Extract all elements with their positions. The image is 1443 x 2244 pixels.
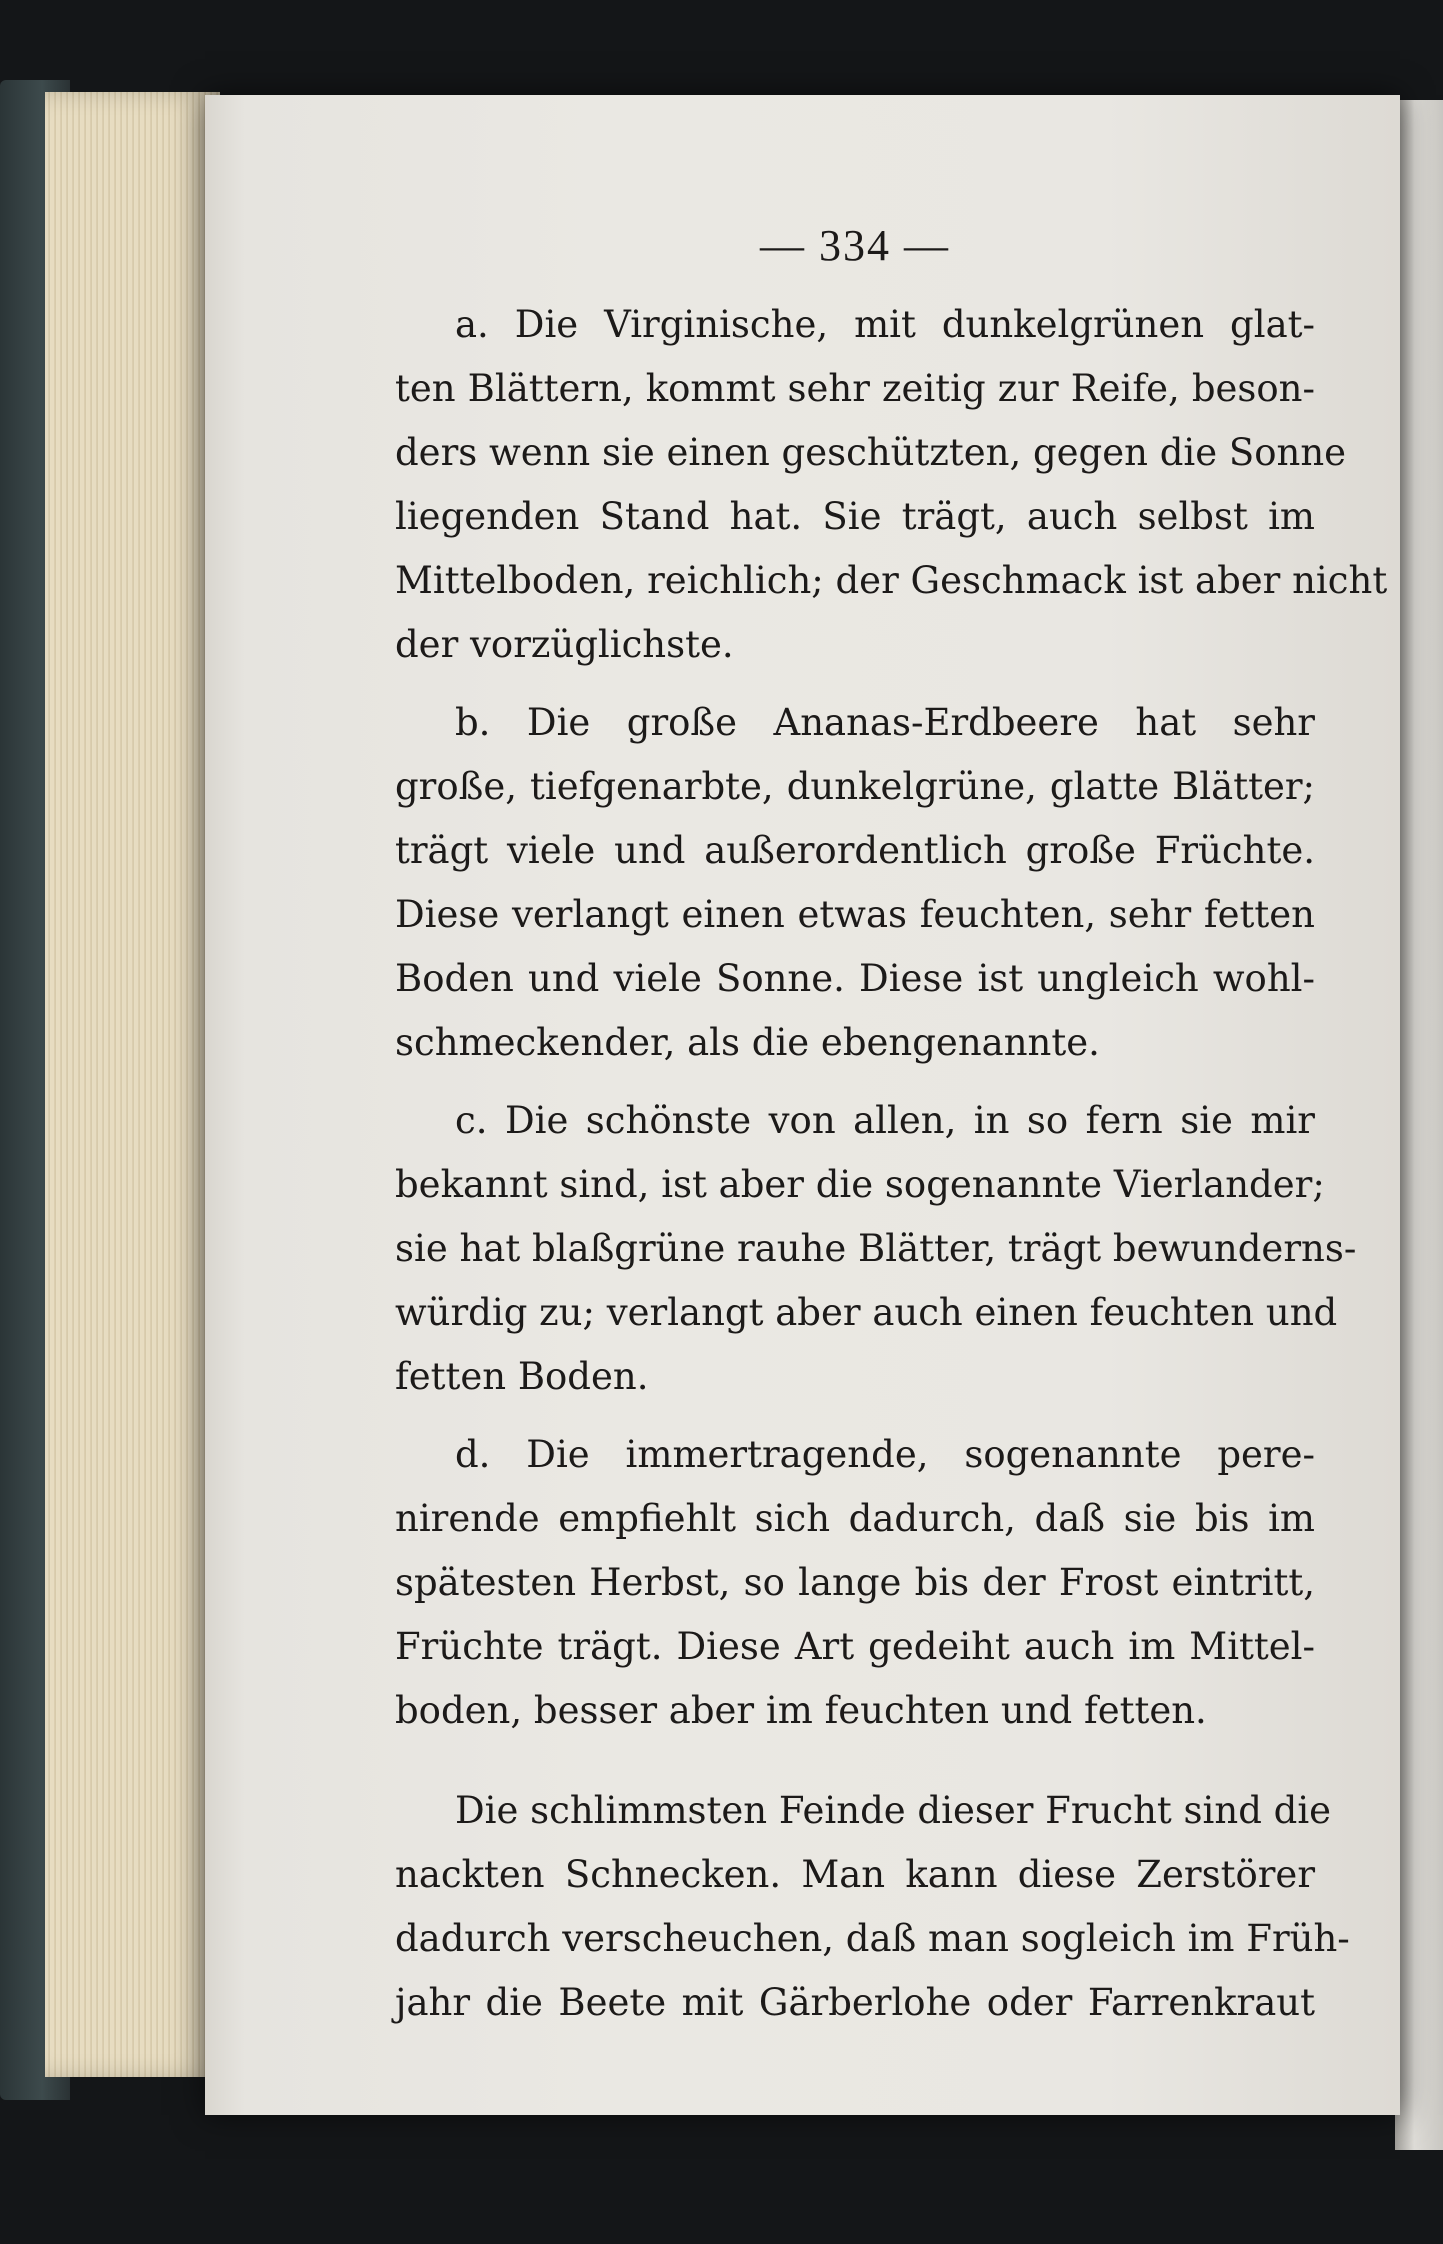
- text-line: b. Die große Ananas-Erdbeere hat sehr: [455, 701, 1315, 744]
- text-line: nirende empfiehlt sich dadurch, daß sie bis im: [395, 1497, 1315, 1540]
- text-line: sie hat blaßgrüne rauhe Blätter, trägt bewunderns-: [395, 1227, 1357, 1270]
- paragraph-c: [395, 1089, 1357, 1409]
- page-edges: [45, 92, 220, 2077]
- paragraph-b: [395, 691, 1315, 1075]
- text-line: der vorzüglichste.: [395, 623, 734, 666]
- text-line: trägt viele und außerordentlich große Früchte.: [395, 829, 1315, 872]
- paragraph-d: [395, 1423, 1315, 1743]
- text-line: ders wenn sie einen geschützten, gegen die Sonne: [395, 431, 1347, 474]
- text-line: Boden und viele Sonne. Diese ist ungleich wohl-: [395, 957, 1315, 1000]
- text-line: schmeckender, als die ebengenannte.: [395, 1021, 1100, 1064]
- text-line: spätesten Herbst, so lange bis der Frost eintritt,: [395, 1561, 1315, 1604]
- text-line: boden, besser aber im feuchten und fetten.: [395, 1689, 1207, 1732]
- text-line: bekannt sind, ist aber die sogenannte Vierlander;: [395, 1163, 1325, 1206]
- text-line: c. Die schönste von allen, in so fern sie mir: [455, 1099, 1315, 1142]
- text-line: Früchte trägt. Diese Art gedeiht auch im Mittel-: [395, 1625, 1315, 1668]
- text-line: a. Die Virginische, mit dunkelgrünen glat-: [455, 303, 1315, 346]
- text-line: fetten Boden.: [395, 1355, 649, 1398]
- facing-page-edge: [1395, 100, 1443, 2150]
- text-line: Mittelboden, reichlich; der Geschmack ist aber nicht: [395, 559, 1388, 602]
- text-line: große, tiefgenarbte, dunkelgrüne, glatte Blätter;: [395, 765, 1315, 808]
- text-line: jahr die Beete mit Gärberlohe oder Farrenkraut: [395, 1981, 1315, 2024]
- text-line: nackten Schnecken. Man kann diese Zerstörer: [395, 1853, 1315, 1896]
- page-text: [395, 220, 1388, 2049]
- text-line: würdig zu; verlangt aber auch einen feuchten und: [395, 1291, 1338, 1334]
- text-line: d. Die immertragende, sogenannte pere-: [455, 1433, 1315, 1476]
- text-line: Die schlimmsten Feinde dieser Frucht sind die: [455, 1789, 1332, 1832]
- text-line: liegenden Stand hat. Sie trägt, auch selbst im: [395, 495, 1315, 538]
- text-line: dadurch verscheuchen, daß man sogleich im Früh-: [395, 1917, 1350, 1960]
- paragraph-a: [395, 293, 1388, 677]
- page-number: — 334 —: [760, 221, 950, 270]
- text-line: ten Blättern, kommt sehr zeitig zur Reife, beson-: [395, 367, 1315, 410]
- text-line: Diese verlangt einen etwas feuchten, sehr fetten: [395, 893, 1315, 936]
- paragraph-pests: [395, 1779, 1350, 2035]
